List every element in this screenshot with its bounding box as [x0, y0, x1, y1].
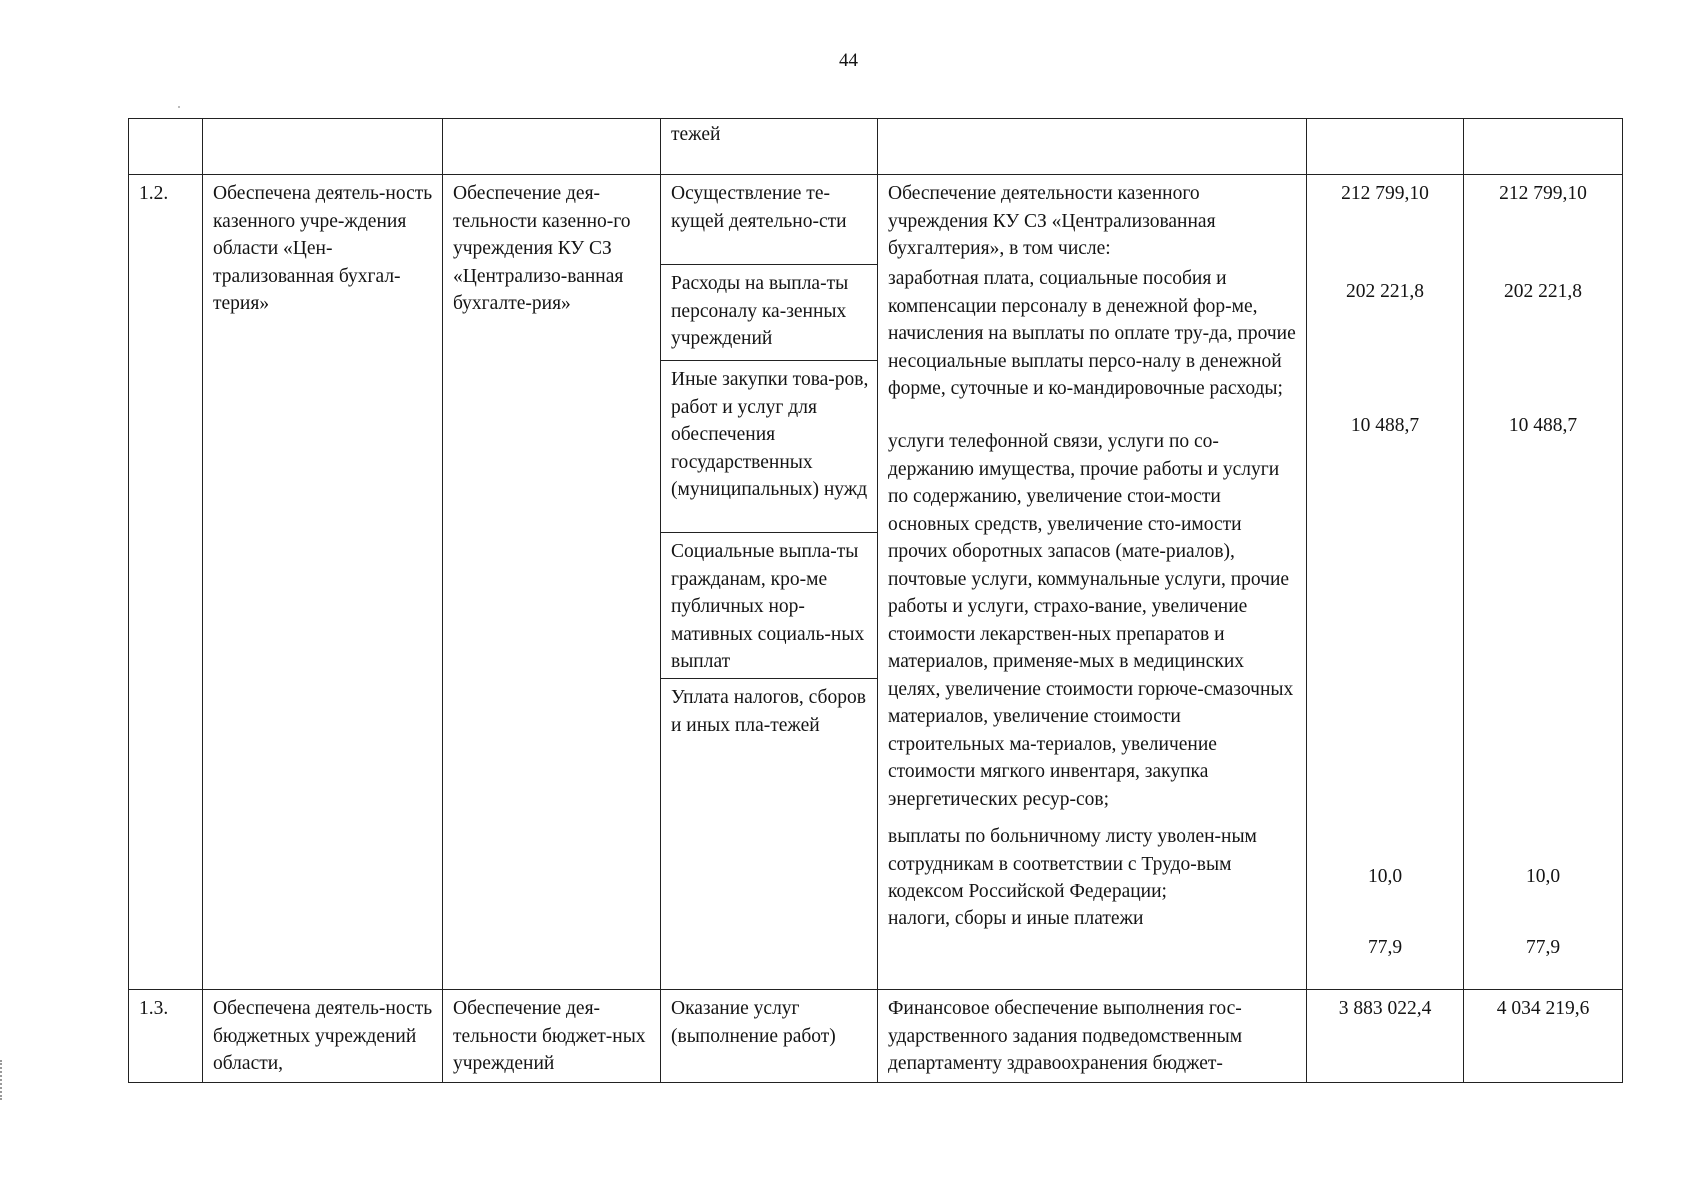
cell-event: Обеспечение дея-тельности бюджет-ных учреждений [443, 990, 661, 1083]
value-a-item: 212 799,10 [1341, 183, 1429, 204]
description-item: налоги, сборы и иные платежи [888, 908, 1144, 929]
budget-table [128, 118, 1623, 1083]
cell-event: Обеспечение дея-тельности казенно-го учреждения КУ СЗ «Централизо-ванная бухгалте-рия» [443, 175, 661, 990]
scan-dot [178, 106, 180, 108]
cell-description [878, 119, 1307, 175]
value-a-item: 10,0 [1367, 866, 1403, 887]
value-a-item: 202 221,8 [1346, 281, 1424, 302]
page-number: 44 [839, 50, 858, 71]
table-row-continuation [129, 119, 1623, 175]
cell-index: 1.3. [129, 990, 203, 1083]
cell-value-b [1464, 175, 1623, 990]
cell-value-b [1464, 119, 1623, 175]
cell-value-a: 3 883 022,4 [1307, 990, 1464, 1083]
kind-item: Уплата налогов, сборов и иных пла-тежей [671, 687, 866, 736]
value-b-item: 212 799,10 [1499, 183, 1587, 204]
cell-result: Обеспечена деятель-ность казенного учре-ждения области «Цен-трализованная бухгал-терия» [203, 175, 443, 990]
description-item: Обеспечение деятельности казенного учреждения КУ СЗ «Централизованная бухгалтерия», в том числе: [888, 183, 1216, 259]
description-item: заработная плата, социальные пособия и компенсации персоналу в денежной фор-ме, начисления на выплаты по оплате тру-да, прочие несоциальные выплаты персо-налу в денежной форме, суточные и ко-мандировочные расходы; [888, 268, 1296, 399]
table-row-1-3 [129, 990, 1623, 1083]
cell-description [878, 175, 1307, 990]
description-item: выплаты по больничному листу уволен-ным сотрудникам в соответствии с Трудо-вым кодексом Российской Федерации; [888, 826, 1257, 902]
cell-description: Финансовое обеспечение выполнения гос-ударственного задания подведомственным департаменту здравоохранения бюджет- [878, 990, 1307, 1083]
value-b-item: 10,0 [1525, 866, 1561, 887]
cell-kind-stack [661, 175, 878, 990]
cell-value-b: 4 034 219,6 [1464, 990, 1623, 1083]
value-b-item: 202 221,8 [1504, 281, 1582, 302]
cell-result: Обеспечена деятель-ность бюджетных учреждений области, [203, 990, 443, 1083]
table-row-1-2 [129, 175, 1623, 990]
cell-index [129, 119, 203, 175]
scan-artifact [0, 1060, 8, 1100]
kind-item: Иные закупки това-ров, работ и услуг для обеспечения государственных (муниципальных) нужд [661, 361, 877, 533]
kind-item: Расходы на выпла-ты персоналу ка-зенных учреждений [661, 265, 877, 361]
cell-index: 1.2. [129, 175, 203, 990]
value-a-item: 10 488,7 [1350, 415, 1420, 436]
value-b-item: 10 488,7 [1508, 415, 1578, 436]
kind-item: Осуществление те-кущей деятельно-сти [661, 175, 877, 265]
value-b-item: 77,9 [1525, 937, 1561, 958]
cell-value-a [1307, 175, 1464, 990]
value-a-item: 77,9 [1367, 937, 1403, 958]
cell-result [203, 119, 443, 175]
cell-event [443, 119, 661, 175]
cell-value-a [1307, 119, 1464, 175]
kind-item: Социальные выпла-ты гражданам, кро-ме публичных нор-мативных социаль-ных выплат [661, 533, 877, 679]
description-item: услуги телефонной связи, услуги по со-держанию имущества, прочие работы и услуги по содержанию, увеличение стои-мости основных средств, увеличение сто-имости прочих оборотных запасов (мате-риалов), почтовые услуги, коммунальные услуги, прочие работы и услуги, страхо-вание, увеличение стоимости лекарствен-ных препаратов и материалов, применяе-мых в медицинских целях, увеличение стоимости горюче-смазочных материалов, увеличение стоимости строительных ма-териалов, увеличение стоимости мягкого инвентаря, закупка энергетических ресур-сов; [888, 431, 1294, 810]
cell-kind: Оказание услуг (выполнение работ) [661, 990, 878, 1083]
cell-kind: тежей [661, 119, 878, 175]
